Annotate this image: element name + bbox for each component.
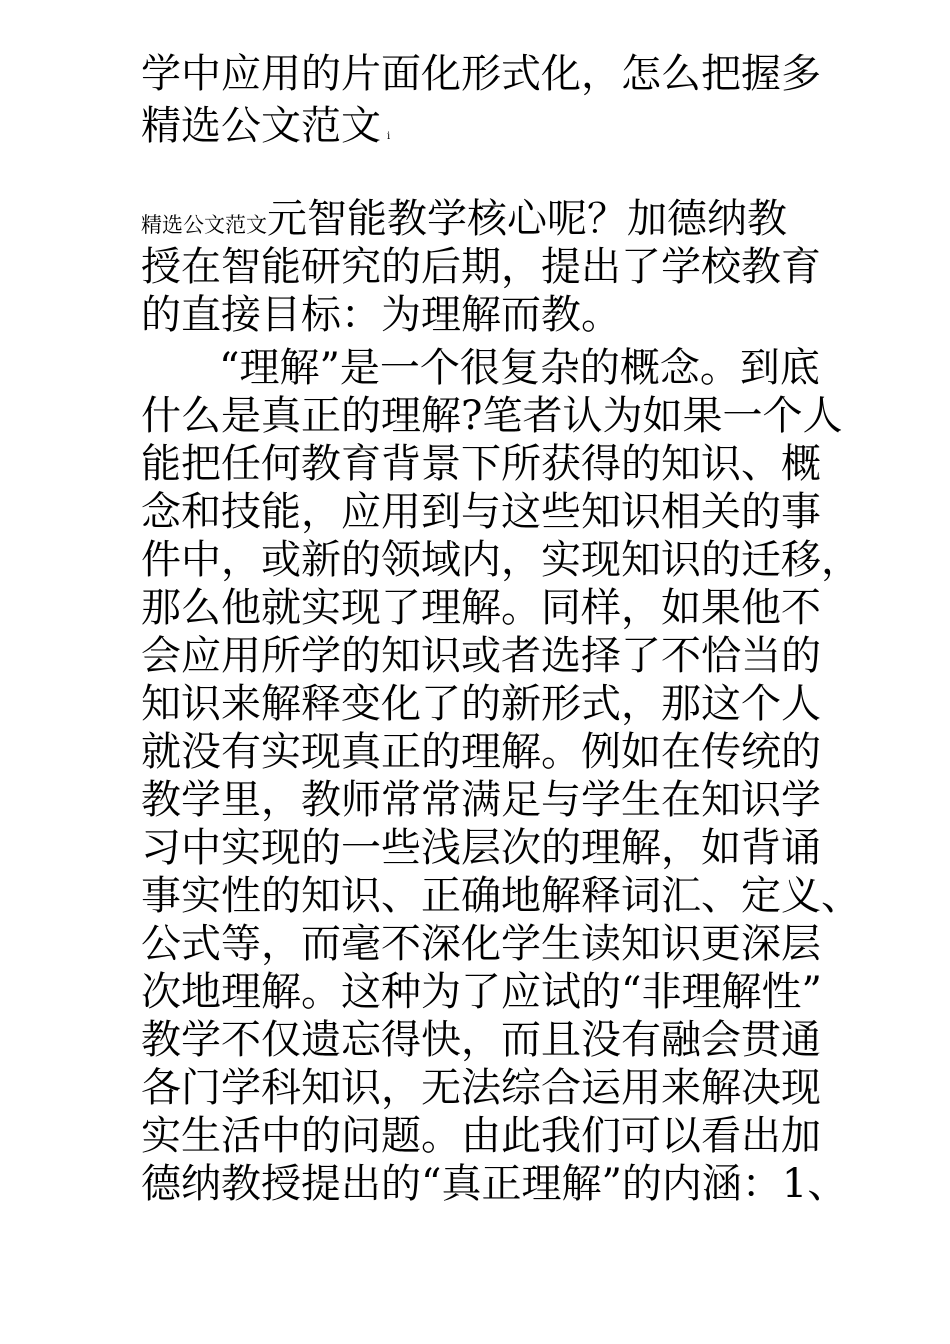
paragraph-line-18: 教学不仅遗忘得快，而且没有融会贯通 <box>141 1017 821 1063</box>
paragraph-line-3: 的直接目标：为理解而教。 <box>141 292 621 338</box>
running-label: 精选公文范文 <box>141 213 267 237</box>
paragraph-line-6: 能把任何教育背景下所获得的知识、概 <box>141 441 821 487</box>
paragraph-line-19: 各门学科知识，无法综合运用来解决现 <box>141 1065 821 1111</box>
paragraph-line-20: 实生活中的问题。由此我们可以看出加 <box>141 1113 821 1159</box>
paragraph-line-5: 什么是真正的理解?笔者认为如果一个人 <box>141 393 843 439</box>
paragraph-line-10: 会应用所学的知识或者选择了不恰当的 <box>141 633 821 679</box>
header-text-line-2 <box>141 102 390 161</box>
header-text-line-1: 学中应用的片面化形式化，怎么把握多 <box>141 51 821 97</box>
paragraph-line-1 <box>141 195 787 243</box>
paragraph-line-13: 教学里，教师常常满足与学生在知识学 <box>141 777 821 823</box>
paragraph-line-4: “理解”是一个很复杂的概念。到底 <box>219 345 820 391</box>
paragraph-line-7: 念和技能，应用到与这些知识相关的事 <box>141 489 821 535</box>
paragraph-line-8: 件中，或新的领域内，实现知识的迁移， <box>141 537 861 583</box>
paragraph-line-16: 公式等，而毫不深化学生读知识更深层 <box>141 921 821 967</box>
paragraph-line-11: 知识来解释变化了的新形式，那这个人 <box>141 681 821 727</box>
paragraph-line-2: 授在智能研究的后期，提出了学校教育 <box>141 244 821 290</box>
paragraph-line-14: 习中实现的一些浅层次的理解，如背诵 <box>141 825 821 871</box>
header-label: 精选公文范文 <box>141 103 381 149</box>
paragraph-line-12: 就没有实现真正的理解。例如在传统的 <box>141 729 821 775</box>
paragraph-line-1-text: 元智能教学核心呢？加德纳教 <box>267 196 787 242</box>
paragraph-line-15: 事实性的知识、正确地解释词汇、定义、 <box>141 873 861 919</box>
paragraph-line-9: 那么他就实现了理解。同样，如果他不 <box>141 585 821 631</box>
paragraph-line-21: 德纳教授提出的“真正理解”的内涵：1、 <box>141 1161 848 1207</box>
paragraph-line-17: 次地理解。这种为了应试的“非理解性” <box>141 969 822 1015</box>
footnote-mark: i <box>387 131 391 142</box>
